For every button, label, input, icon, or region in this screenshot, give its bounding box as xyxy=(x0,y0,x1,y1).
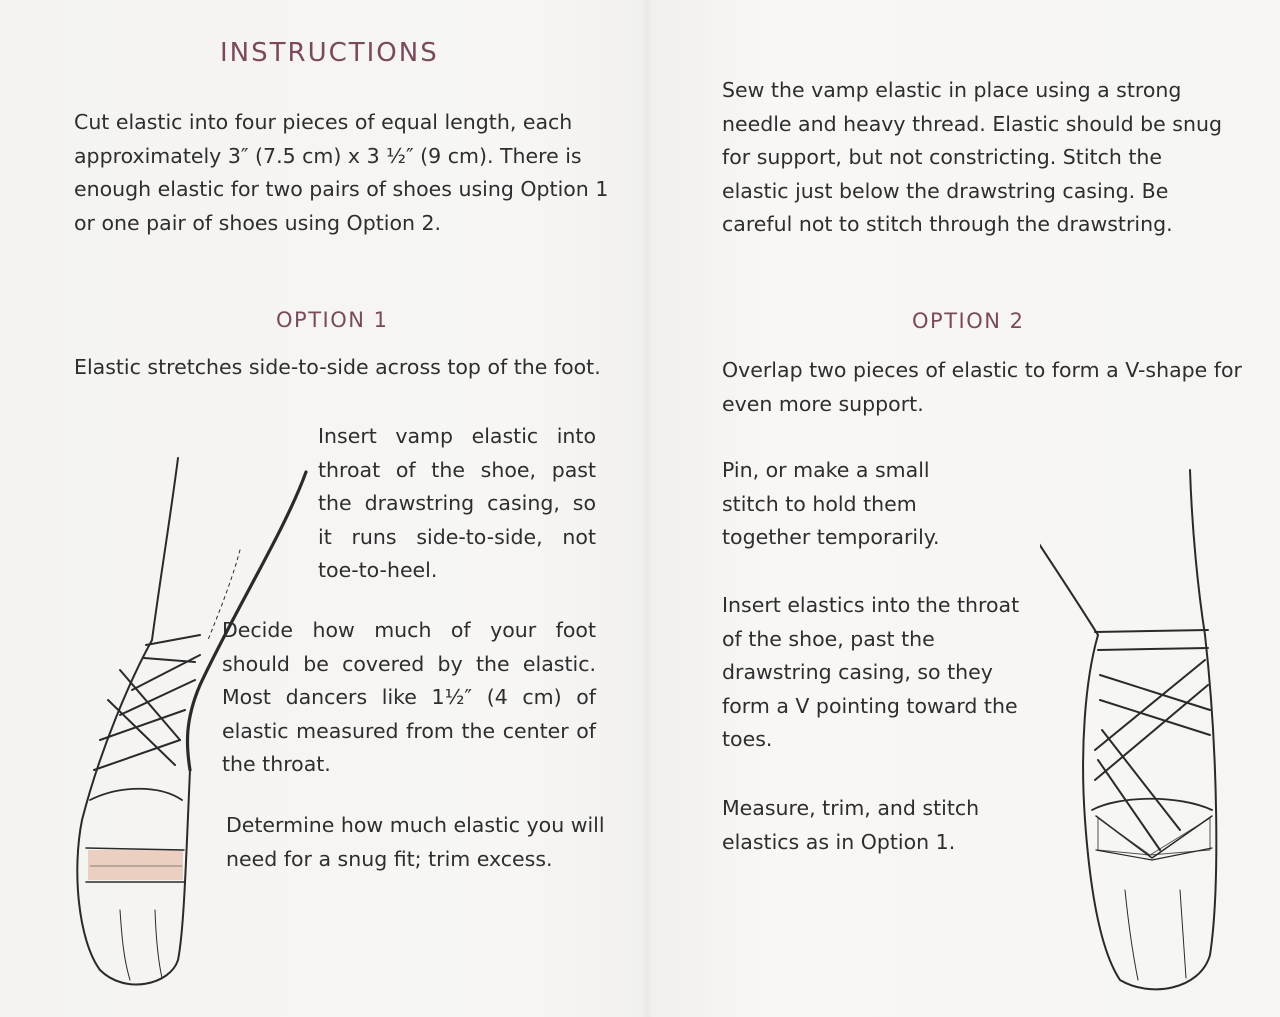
intro-paragraph: Cut elastic into four pieces of equal length, each approximately 3″ (7.5 cm) x 3 ½″ (9 cm). There is enough elastic for two pairs of shoes using Option 1 or one pair of shoes using Option 2. xyxy=(74,110,609,235)
option-1-lead: Elastic stretches side-to-side across top of the foot. xyxy=(74,355,601,379)
option-2-measure-step: Measure, trim, and stitch elastics as in Option 1. xyxy=(722,796,980,854)
option-2-overlap-step: Overlap two pieces of elastic to form a V-shape for even more support. xyxy=(722,358,1242,416)
option-1-insert-step: Insert vamp elastic into throat of the shoe, past the drawstring casing, so it runs side-to-side, not toe-to-heel. xyxy=(318,424,596,582)
option-1-decide-step: Decide how much of your foot should be covered by the elastic. Most dancers like 1½″ (4 cm) of elastic measured from the center of the throat. xyxy=(222,618,596,776)
option-2-insert-step: Insert elastics into the throat of the shoe, past the drawstring casing, so they form a V pointing toward the toes. xyxy=(722,593,1020,751)
pointe-shoe-option-1-icon xyxy=(60,440,320,1000)
option-2-heading: OPTION 2 xyxy=(912,309,1025,333)
instructions-heading: INSTRUCTIONS xyxy=(220,38,439,68)
sew-paragraph: Sew the vamp elastic in place using a strong needle and heavy thread. Elastic should be snug for support, but not constricting. Stitch the elastic just below the drawstring casing. Be careful not to stitch through the drawstring. xyxy=(722,78,1222,236)
page-spine xyxy=(640,0,654,1017)
option-2-pin-step: Pin, or make a small stitch to hold them together temporarily. xyxy=(722,458,940,549)
option-1-heading: OPTION 1 xyxy=(276,308,389,332)
option-1-determine-step: Determine how much elastic you will need for a snug fit; trim excess. xyxy=(226,813,605,871)
pointe-shoe-option-2-icon xyxy=(1040,450,1270,1000)
